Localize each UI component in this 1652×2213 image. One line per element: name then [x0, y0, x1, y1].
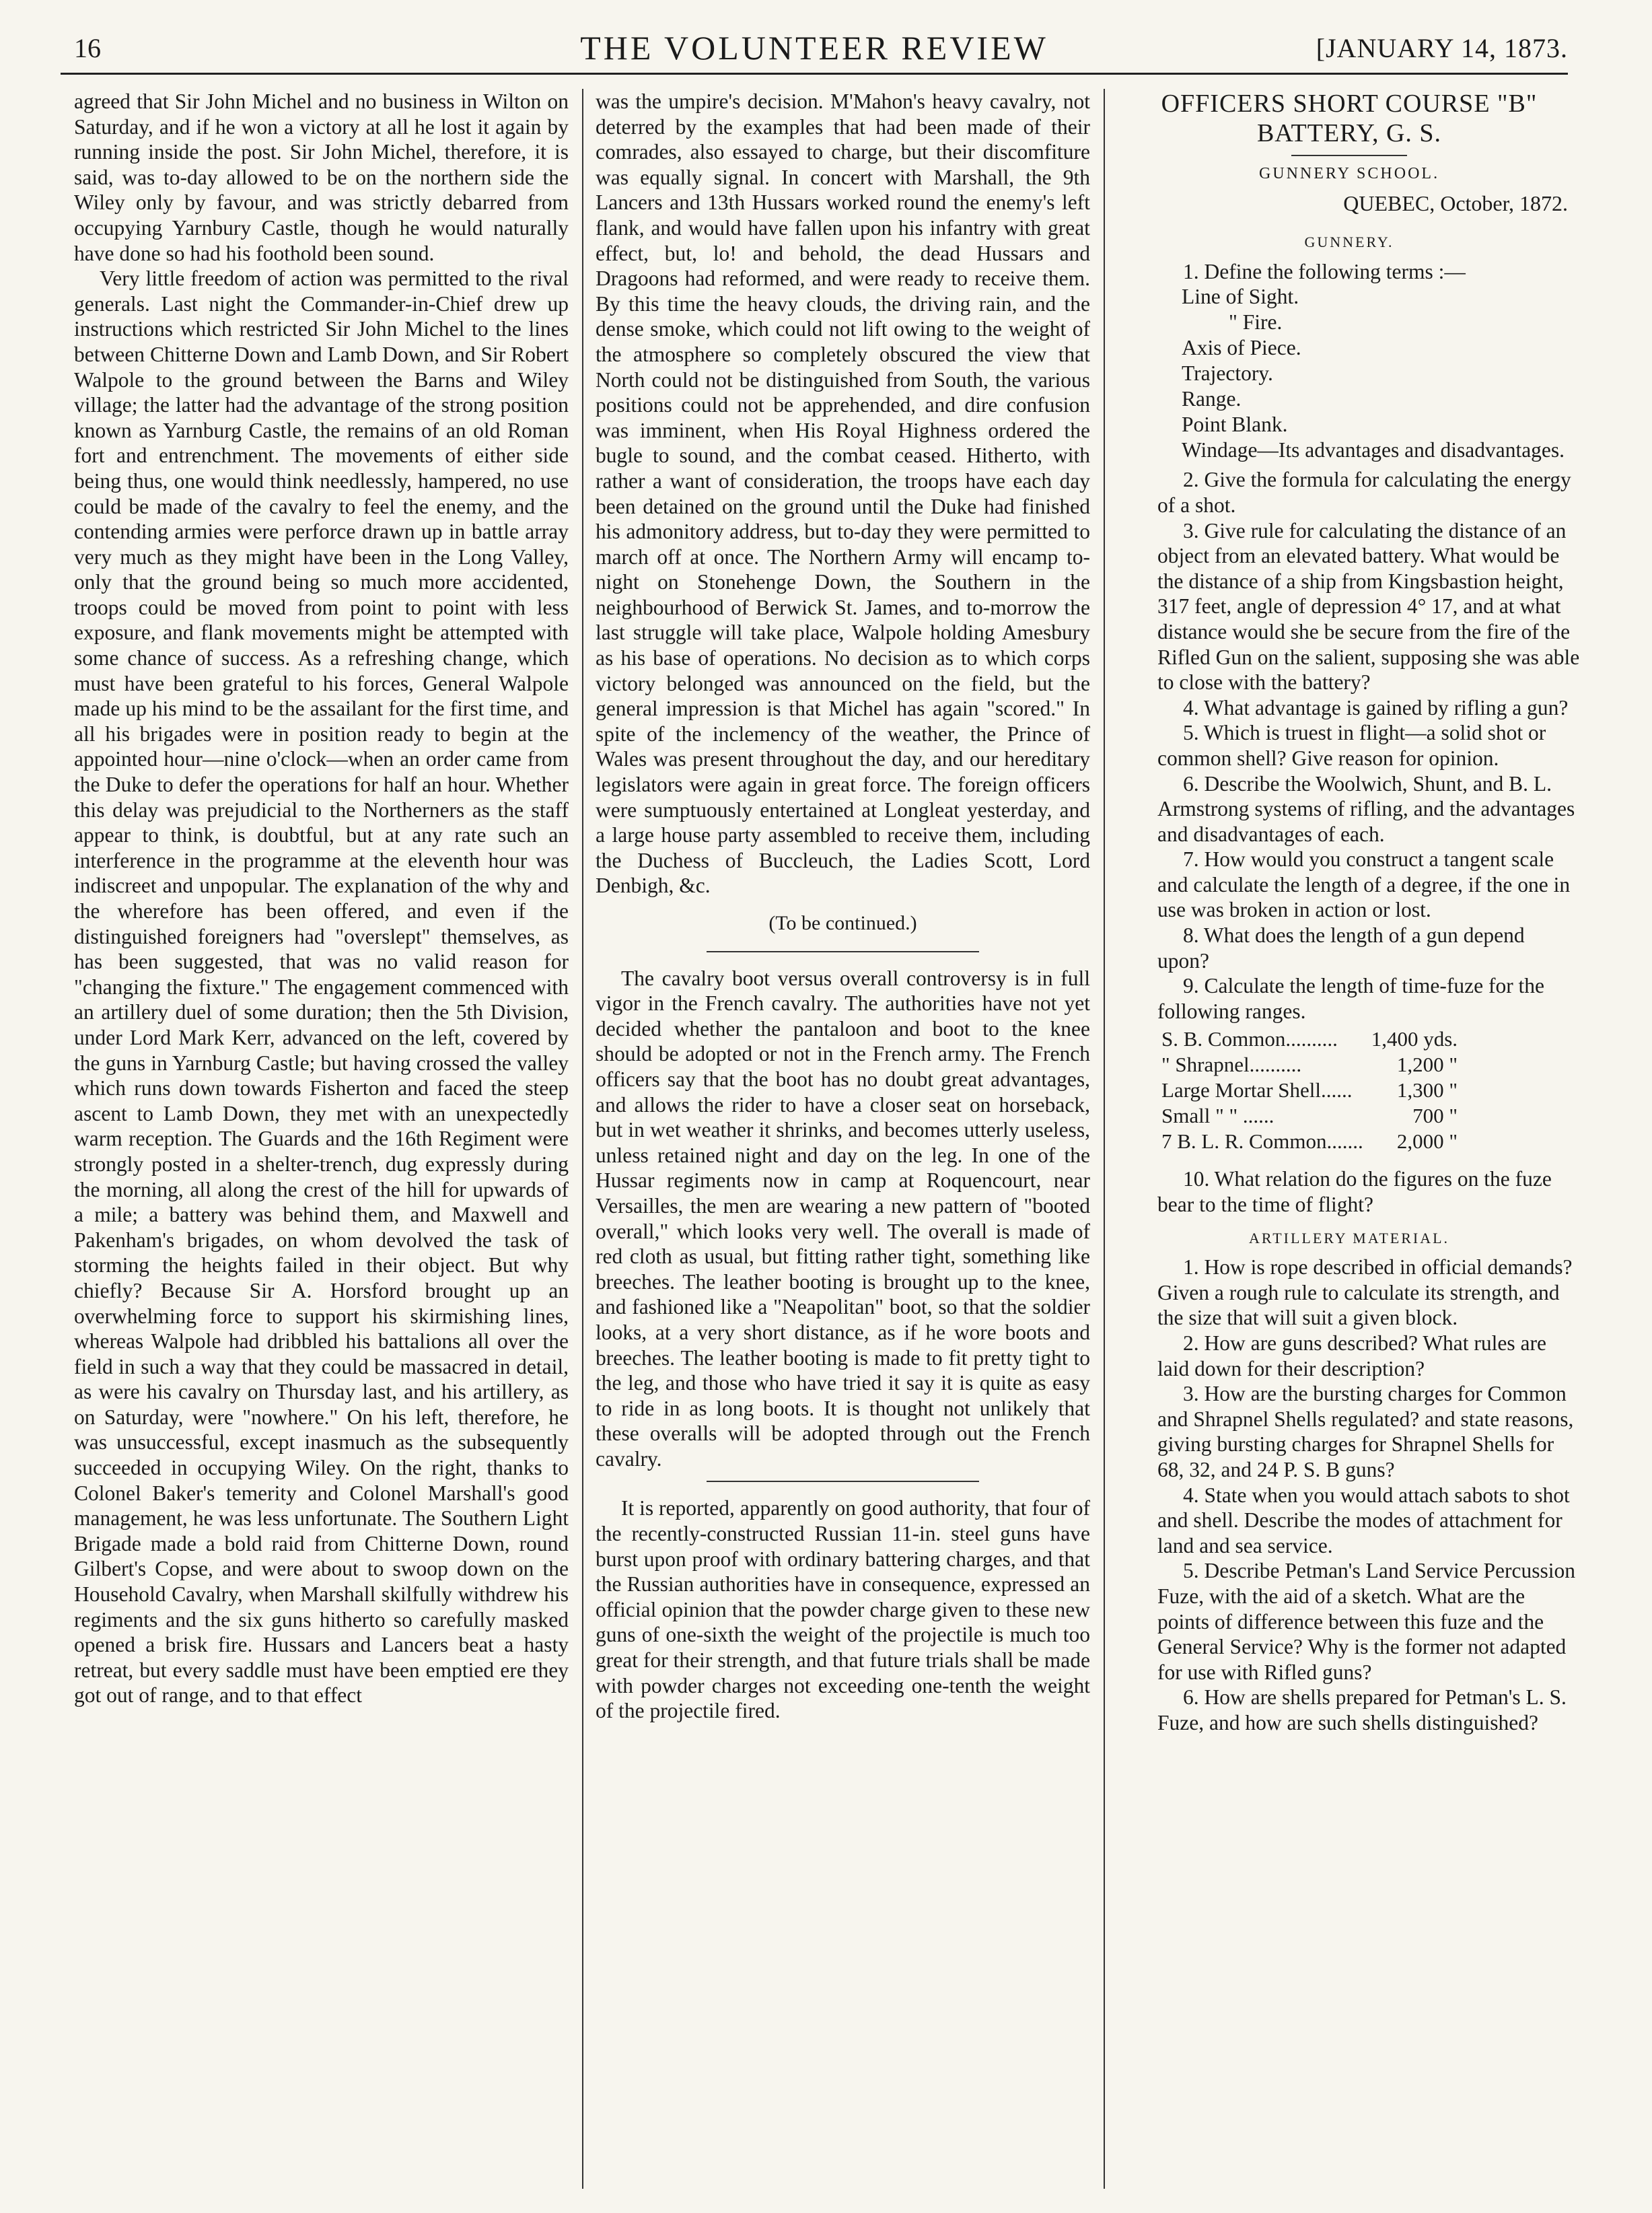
term-item: Range. [1182, 387, 1242, 411]
question: 9. Calculate the length of time-fuze for the following ranges. [1157, 974, 1545, 1023]
question: 8. What does the length of a gun depend upon? [1157, 923, 1525, 973]
question: 2. Give the formula for calculating the energy of a shot. [1157, 468, 1571, 517]
question: 3. Give rule for calculating the distance of an object from an elevated battery. What would be the distance of a ship from Kingsbastion height, 317 feet, angle of depression 4° 17, and at what distance would she be secure from the fire of the Rifled Gun on the salient, supposing she was able to close with the battery? [1157, 518, 1580, 695]
column-3 [1117, 89, 1581, 2189]
table-row [1157, 1078, 1462, 1103]
question: 10. What relation do the figures on the fuze bear to the time of flight? [1157, 1167, 1552, 1217]
question: 6. How are shells prepared for Petman's L. S. Fuze, and how are such shells distinguished? [1157, 1685, 1567, 1734]
range-label: " Shrapnel.......... [1161, 1053, 1302, 1077]
question: 6. Describe the Woolwich, Shunt, and B. L. Armstrong systems of rifling, and the advantages and disadvantages of each. [1157, 771, 1575, 846]
table-row [1157, 1052, 1462, 1078]
term-item: Windage—Its advantages and disadvantages. [1182, 438, 1565, 462]
section-divider [707, 951, 978, 952]
term-item: Line of Sight. [1182, 285, 1299, 309]
question: 2. How are guns described? What rules are laid down for their description? [1157, 1331, 1546, 1380]
title-divider [1291, 155, 1408, 156]
range-value: 700 " [1412, 1104, 1458, 1128]
question: 5. Describe Petman's Land Service Percussion Fuze, with the aid of a sketch. What are the points of difference between this fuze and the General Service? Why is the former not adapted for use with Rifled guns? [1157, 1559, 1576, 1684]
term-item: Point Blank. [1182, 413, 1288, 437]
issue-date: [JANUARY 14, 1873. [1316, 33, 1568, 63]
article-paragraph: agreed that Sir John Michel and no business in Wilton on Saturday, and if he won a victory at all he lost it again by running inside the post. Sir John Michel, therefore, it is said, was to-day allowed to be on the northern side the Wiley only by favour, and was strictly debarred from occupying Yarnbury Castle, though he would naturally have done so had his foothold been sound. [74, 90, 569, 265]
term-item: " Fire. [1229, 310, 1283, 335]
column-1 [74, 89, 569, 2189]
range-label: Large Mortar Shell...... [1161, 1078, 1353, 1102]
exam-title: OFFICERS SHORT COURSE "B" BATTERY, G. S. [1161, 90, 1538, 147]
exam-date: QUEBEC, October, 1872. [1343, 190, 1568, 215]
term-item: Trajectory. [1182, 361, 1273, 386]
section-divider [707, 1481, 978, 1482]
range-value: 2,000 " [1396, 1129, 1458, 1154]
table-row [1157, 1129, 1462, 1154]
question: 3. How are the bursting charges for Common and Shrapnel Shells regulated? and state reasons, giving bursting charges for Shrapnel Shells for 68, 32, and 24 P. S. B guns? [1157, 1382, 1574, 1481]
section-heading-material: ARTILLERY MATERIAL. [1248, 1229, 1450, 1246]
range-label: Small " " ...... [1161, 1104, 1274, 1128]
masthead: THE VOLUNTEER REVIEW [580, 29, 1048, 67]
question: 7. How would you construct a tangent scale and calculate the length of a degree, if the one in use was broken in action or lost. [1157, 847, 1571, 922]
range-label: 7 B. L. R. Common....... [1161, 1129, 1363, 1154]
table-row [1157, 1026, 1462, 1052]
range-value: 1,400 yds. [1371, 1027, 1458, 1051]
article-paragraph: was the umpire's decision. M'Mahon's heavy cavalry, not deterred by the examples that had been made of their comrades, also essayed to charge, but their discomfiture was equally signal. In concert with Marshall, the 9th Lancers and 13th Hussars worked round the enemy's left flank, and would have fallen upon his infantry with great effect, but, lo! and behold, the dead Hussars and Dragoons had reformed, and were ready to receive them. By this time the heavy clouds, the driving rain, and the dense smoke, which could not lift owing to the weight of the atmosphere so completely obscured the view that North could not be distinguished from South, the various positions could not be apprehended, and dire confusion was imminent, when His Royal Highness ordered the bugle to sound, and the combat ceased. Hitherto, with rather a want of consideration, the troops have each day been detained on the ground until the Duke had finished his admonitory address, but to-day they were permitted to march off at once. The Northern Army will encamp to-night on Stonehenge Down, the Southern in the neighbourhood of Berwick St. James, and to-morrow the last struggle will take place, Walpole holding Amesbury as his base of operations. No decision as to which corps victory belonged was announced on the field, but the general impression is that Michel has again "scored." In spite of the inclemency of the weather, the Prince of Wales was present throughout the day, and our hereditary legislators were again in great force. The foreign officers were sumptuously entertained at Longleat yesterday, and a large house party assembled to receive them, including the Duchess of Buccleuch, the Ladies Scott, Lord Denbigh, &c. [596, 90, 1090, 898]
range-label: S. B. Common.......... [1161, 1027, 1338, 1051]
article-paragraph: Very little freedom of action was permitted to the rival generals. Last night the Commander-in-Chief drew up instructions which restricted Sir John Michel to the lines between Chitterne Down and Lamb Down, and Sir Robert Walpole to the ground between the Barns and Wiley village; the latter had the advantage of the strong position known as Yarnburg Castle, the remains of an old Roman fort and entrenchment. The movements of either side being thus, one would think needlessly, hampered, no use could be made of the cavalry to feel the enemy, and the contending armies were perforce drawn up in battle array very much as they might have been in the Long Valley, only that the ground being so much more accidented, troops could be moved from point to point with less exposure, and flank movements might be attempted with some chance of success. As a refreshing change, which must have been grateful to his forces, General Walpole made up his mind to be the assailant for the first time, and all his brigades were in position ready to begin at the appointed hour—nine o'clock—when an order came from the Duke to defer the operations for half an hour. Whether this delay was prejudicial to the Northerners as the staff appear to think, is doubtful, but at any rate such an interference in the programme at the eleventh hour was indiscreet and unpopular. The explanation of the why and the wherefore has been offered, and even if the distinguished foreigners had "overslept" themselves, as has been suggested, that was no valid reason for "changing the fixture." The engagement commenced with an artillery duel of some duration; then the 5th Division, under Lord Mark Kerr, advanced on the left, covered by the guns in Yarnburg Castle; but having crossed the valley which runs down towards Fisherton and faced the steep ascent to Lamb Down, they met with an unexpectedly warm reception. The Guards and the 16th Regiment were strongly posted in a shelter-trench, dug expressly during the morning, all along the crest of the hill for upwards of a mile; a battery was behind them, and Maxwell and Pakenham's brigades, on whom devolved the task of storming the heights failed in their object. But why chiefly? Because Sir A. Horsford brought up an overwhelming force to support his skirmishing lines, whereas Walpole had dribbled his battalions all over the field in such a way that they could be massacred in detail, as were his cavalry on Thursday last, and his artillery, as on Saturday, were "nowhere." On his left, therefore, he was unsuccessful, except inasmuch as the subsequently succeeded in occupying Wiley. On the right, thanks to Colonel Baker's temerity and Colonel Marshall's good management, he was less unfortunate. The Southern Light Brigade made a bold raid from Chitterne Down, round Gilbert's Copse, and were about to swoop down on the Household Cavalry, when Marshall skilfully withdrew his regiments and the six guns hitherto so carefully masked opened a brisk fire. Hussars and Lancers beat a hasty retreat, but every saddle must have been emptied ere they got out of range, and to that effect [74, 267, 569, 1708]
question: 4. State when you would attach sabots to shot and shell. Describe the modes of attachment for land and sea service. [1157, 1483, 1570, 1557]
question: 1. How is rope described in official demands? Given a rough rule to calculate its strength, and the size that will suit a given block. [1157, 1255, 1573, 1330]
continued-note: (To be continued.) [768, 912, 917, 934]
range-value: 1,200 " [1396, 1053, 1458, 1077]
question: 4. What advantage is gained by rifling a gun? [1183, 695, 1569, 719]
table-row [1157, 1103, 1462, 1129]
column-rule [582, 89, 583, 2189]
term-list [1182, 284, 1581, 463]
page-header [61, 26, 1568, 75]
article-paragraph: The cavalry boot versus overall controversy is in full vigor in the French cavalry. The authorities have not yet decided whether the pantaloon and boot to the knee should be adopted or not in the French army. The French officers say that the boot has no doubt great advantages, and allows the rider to have a closer seat on horseback, but in wet weather it shrinks, and becomes utterly useless, unless retained night and day on the leg. In one of the Hussar regiments now in camp at Roquencourt, near Versailles, the men are wearing a new pattern of "booted overall," which looks very well. The overall is made of red cloth as usual, but fitting rather tight, something like breeches. The leather booting is brought up to the knee, and fashioned like a "Neapolitan" boot, so that the soldier looks, at a very short distance, as if he wore boots and breeches. The leather booting is made to fit pretty tight to the leg, and those who have tried it say it is quite as easy to ride in as long boots. It is thought not unlikely that these overalls will be adopted through out the French cavalry. [596, 966, 1090, 1471]
article-paragraph: It is reported, apparently on good authority, that four of the recently-constructed Russian 11-in. steel guns have burst upon proof with ordinary battering charges, and that the Russian authorities have in consequence, expressed an official opinion that the powder charge given to these new guns of one-sixth the weight of the projectile is much too great for their strength, and that future trials shall be made with powder charges not exceeding one-tenth the weight of the projectile fired. [596, 1496, 1090, 1723]
question: 5. Which is truest in flight—a solid shot or common shell? Give reason for opinion. [1157, 721, 1546, 770]
page-number: 16 [74, 33, 101, 63]
section-heading-gunnery: GUNNERY. [1304, 234, 1394, 251]
range-value: 1,300 " [1396, 1078, 1458, 1102]
school-name: GUNNERY SCHOOL. [1258, 165, 1440, 182]
question: 1. Define the following terms :— [1183, 259, 1466, 283]
term-item: Axis of Piece. [1182, 336, 1301, 360]
column-2 [596, 89, 1090, 2189]
fuze-range-table [1157, 1026, 1462, 1154]
column-rule [1104, 89, 1105, 2189]
